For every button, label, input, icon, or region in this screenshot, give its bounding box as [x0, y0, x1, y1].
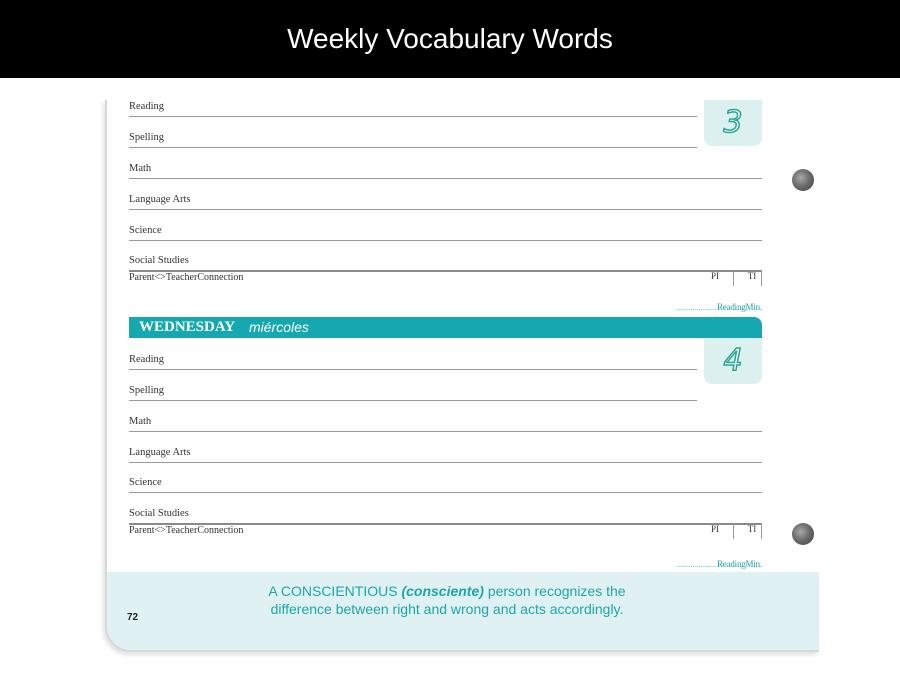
subject-label: Social Studies: [129, 255, 189, 266]
subject-label: Science: [129, 477, 162, 488]
subject-line-science[interactable]: [129, 224, 762, 241]
subject-line-reading[interactable]: [129, 100, 697, 117]
subject-line-math[interactable]: [129, 415, 762, 432]
vocabulary-footer: [107, 572, 819, 650]
subject-label: Spelling: [129, 385, 165, 396]
parent-teacher-label: Parent<>TeacherConnection: [129, 272, 244, 283]
planner-page: [105, 100, 819, 652]
subject-label: Math: [129, 416, 152, 427]
reading-min-dots: ....................: [675, 302, 717, 312]
subject-label: Language Arts: [129, 447, 191, 458]
day-header-wednesday: [129, 317, 762, 338]
binder-hole-icon: [792, 523, 814, 545]
subject-label: Social Studies: [129, 508, 189, 519]
binder-hole-icon: [792, 169, 814, 191]
reading-min-dots: ....................: [675, 559, 717, 569]
subject-label: Spelling: [129, 132, 165, 143]
day-name-spanish: miércoles: [249, 319, 309, 335]
parent-initials-box[interactable]: PI: [710, 271, 719, 281]
page-number: 72: [127, 612, 139, 623]
parent-teacher-label: Parent<>TeacherConnection: [129, 525, 244, 536]
divider: [761, 523, 762, 539]
day-number-badge-4: [704, 338, 762, 384]
subject-line-language-arts[interactable]: [129, 446, 762, 463]
subject-label: Math: [129, 163, 152, 174]
reading-minutes[interactable]: [557, 302, 762, 312]
day-number-3: 3: [723, 105, 743, 140]
divider: [733, 523, 734, 539]
subject-label: Reading: [129, 101, 164, 112]
reading-min-label: ReadingMin.: [716, 302, 762, 312]
parent-teacher-connection: [129, 270, 762, 286]
vocab-word: A CONSCIENTIOUS: [268, 583, 398, 599]
subject-line-science[interactable]: [129, 476, 762, 493]
divider: [761, 270, 762, 286]
subject-line-spelling[interactable]: [129, 384, 697, 401]
vocab-word-spanish: (consciente): [401, 583, 484, 599]
day-number-4: 4: [723, 343, 743, 378]
slide-title: Weekly Vocabulary Words: [0, 0, 900, 78]
teacher-initials-box[interactable]: TI: [747, 524, 757, 534]
day-number-badge-3: [704, 100, 762, 146]
reading-minutes[interactable]: [557, 559, 762, 569]
parent-initials-box[interactable]: PI: [710, 524, 719, 534]
divider: [733, 270, 734, 286]
parent-teacher-connection: [129, 523, 762, 539]
subject-label: Language Arts: [129, 194, 191, 205]
subject-line-spelling[interactable]: [129, 131, 697, 148]
subject-line-reading[interactable]: [129, 353, 697, 370]
subject-line-language-arts[interactable]: [129, 193, 762, 210]
quote-text-line2: difference between right and wrong and acts accordingly.: [270, 601, 624, 617]
quote-text-line1: person recognizes the: [487, 583, 626, 599]
vocabulary-quote: [187, 582, 707, 618]
reading-min-label: ReadingMin.: [716, 559, 762, 569]
day-name: WEDNESDAY: [139, 319, 236, 335]
teacher-initials-box[interactable]: TI: [747, 271, 757, 281]
subject-label: Reading: [129, 354, 164, 365]
subject-label: Science: [129, 225, 162, 236]
subject-line-math[interactable]: [129, 162, 762, 179]
